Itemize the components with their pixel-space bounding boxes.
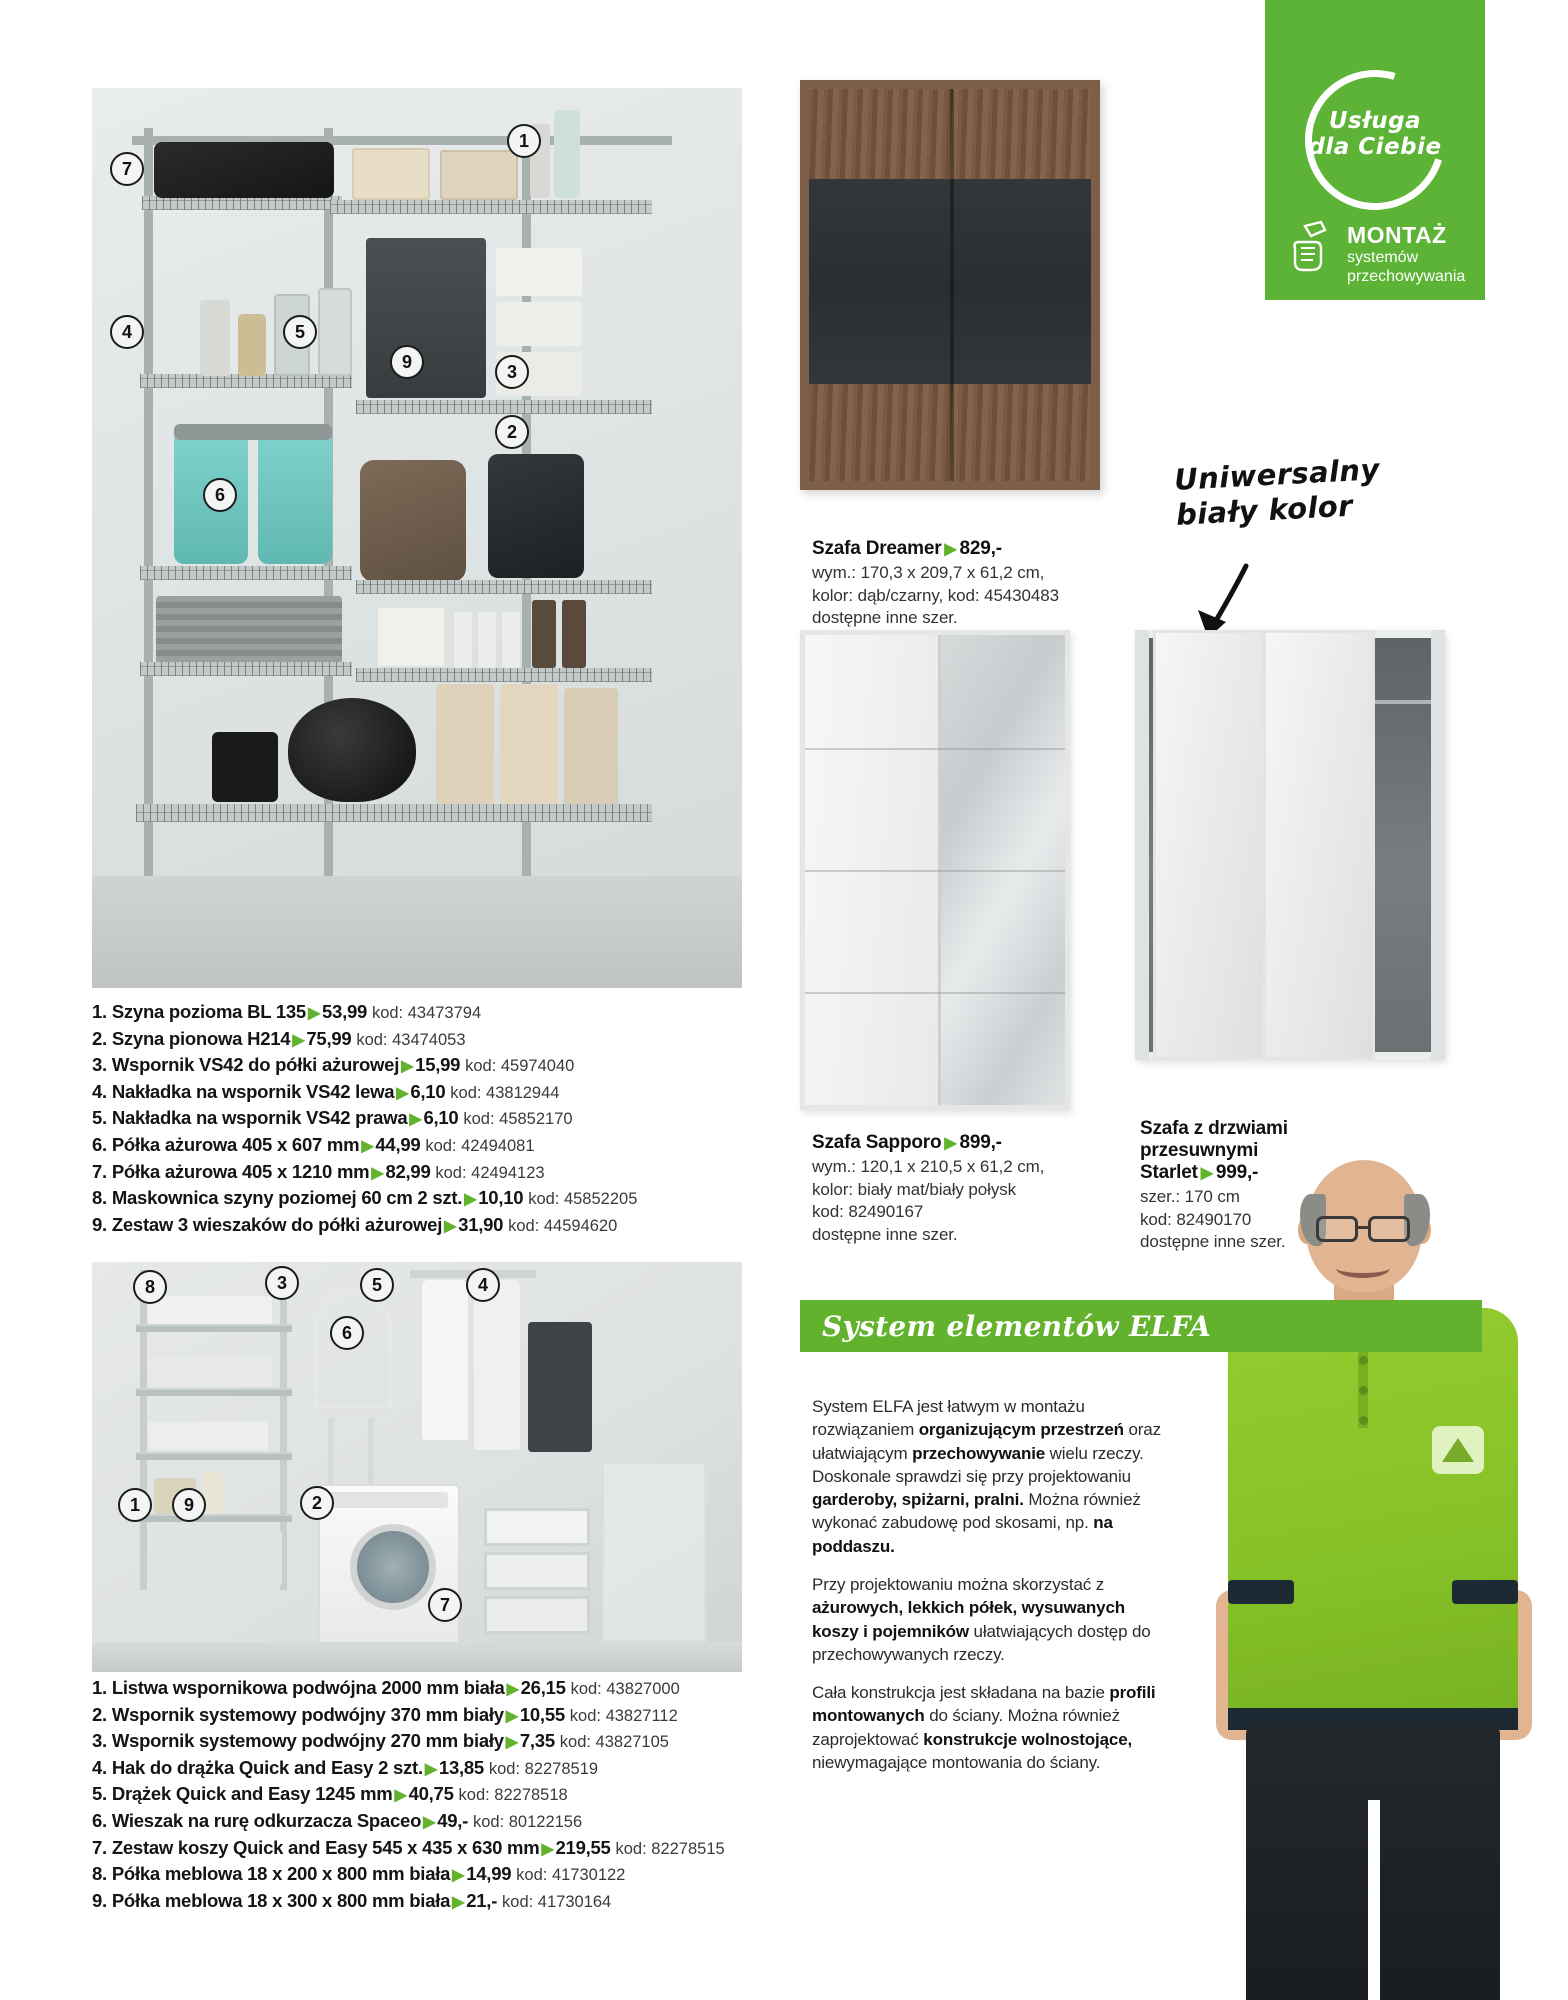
- product-name-line3-text: Starlet: [1140, 1162, 1198, 1183]
- desc-line-3: dostępne inne szer.: [812, 608, 958, 628]
- item-price: 26,15: [520, 1677, 566, 1698]
- badge-subtitle: [1347, 248, 1497, 286]
- product-sapporo: [812, 1132, 1142, 1246]
- price-arrow-icon: ▶: [464, 1191, 477, 1209]
- callout-2: 2: [300, 1486, 334, 1520]
- price-arrow-icon: ▶: [541, 1840, 554, 1858]
- glasses-icon: [1316, 1216, 1358, 1242]
- employee-cuff-right: [1452, 1580, 1518, 1604]
- price-arrow-icon: ▶: [371, 1164, 384, 1182]
- item-price: 75,99: [306, 1027, 352, 1049]
- item-code: kod: 82278515: [615, 1839, 725, 1858]
- list-item: [92, 1889, 725, 1916]
- item-code: kod: 43827105: [559, 1733, 669, 1752]
- item-number: 4.: [92, 1080, 107, 1102]
- callout-1: 1: [118, 1488, 152, 1522]
- price-arrow-icon: ▶: [506, 1681, 519, 1698]
- wardrobe-sapporo-image: [800, 630, 1070, 1110]
- badge-ring-text: [1265, 108, 1485, 161]
- elfa-p1-c: oraz ułatwiającym: [812, 1420, 1161, 1463]
- item-price: 15,99: [415, 1054, 461, 1076]
- price-arrow-icon: ▶: [505, 1734, 518, 1752]
- list-item: [92, 1186, 637, 1213]
- price-arrow-icon: ▶: [452, 1893, 465, 1911]
- item-price: 53,99: [322, 1001, 368, 1022]
- elfa-p2-b: Można również wykonać zabudowę pod skosami, np.: [812, 1490, 1141, 1533]
- product-name-line1: Szafa z drzwiami: [1140, 1118, 1288, 1139]
- item-code: kod: 43474053: [356, 1030, 466, 1049]
- employee-cuff-left: [1228, 1580, 1294, 1604]
- employee-leg-gap: [1368, 1800, 1380, 2000]
- callout-9: 9: [390, 345, 424, 379]
- item-number: 2.: [92, 1703, 107, 1725]
- item-number: 8.: [92, 1863, 107, 1885]
- employee-smile: [1336, 1258, 1390, 1278]
- wardrobe-door-middle: [1263, 630, 1375, 1060]
- callout-5: 5: [360, 1268, 394, 1302]
- item-name: Wspornik systemowy podwójny 270 mm biały: [111, 1730, 504, 1752]
- item-name: Szyna pozioma BL 135: [111, 1001, 306, 1022]
- elfa-p1-b: rozwiązaniem: [812, 1420, 919, 1440]
- item-number: 5.: [92, 1107, 107, 1129]
- item-code: kod: 45852170: [463, 1110, 573, 1129]
- product-name-line2: przesuwnymi: [1140, 1140, 1259, 1161]
- glasses-lens-right: [1368, 1216, 1410, 1242]
- product-price: 999,-: [1215, 1162, 1259, 1183]
- item-number: 7.: [92, 1836, 107, 1858]
- elfa-description: [812, 1395, 1162, 1789]
- price-arrow-icon: ▶: [944, 1135, 957, 1152]
- callout-8: 8: [133, 1270, 167, 1304]
- item-name: Nakładka na wspornik VS42 lewa: [111, 1080, 395, 1102]
- price-arrow-icon: ▶: [307, 1005, 321, 1022]
- item-code: kod: 43827112: [569, 1706, 678, 1725]
- item-price: 7,35: [519, 1730, 555, 1752]
- list-item: [92, 1000, 637, 1027]
- item-code: kod: 41730122: [516, 1866, 626, 1885]
- price-arrow-icon: ▶: [292, 1031, 305, 1049]
- item-name: Zestaw koszy Quick and Easy 545 x 435 x 630 mm: [111, 1836, 540, 1858]
- item-number: 1.: [92, 1677, 107, 1698]
- item-name: Wspornik systemowy podwójny 370 mm biały: [111, 1703, 504, 1725]
- price-arrow-icon: ▶: [452, 1867, 465, 1885]
- callout-3: 3: [495, 355, 529, 389]
- elfa-section-banner: [800, 1300, 1482, 1352]
- list-item: [92, 1106, 637, 1133]
- price-arrow-icon: ▶: [396, 1084, 409, 1102]
- elfa-p3-bold1: ażurowych, lekkich półek, wysuwanych koszy i pojemników: [812, 1598, 1125, 1641]
- product-description: [812, 1156, 1142, 1246]
- elfa-quick-and-easy-price-list: [92, 1676, 725, 1915]
- elfa-p2-bold1: garderoby, spiżarni, pralni.: [812, 1490, 1024, 1510]
- desc-line-1: wym.: 120,1 x 210,5 x 61,2 cm,: [812, 1157, 1045, 1176]
- product-name: Szafa Dreamer: [812, 538, 942, 559]
- item-code: kod: 44594620: [508, 1216, 618, 1235]
- price-arrow-icon: ▶: [424, 1760, 437, 1778]
- wardrobe-door-split: [950, 89, 954, 481]
- product-dreamer: [812, 538, 1142, 630]
- price-arrow-icon: ▶: [444, 1217, 457, 1235]
- item-price: 6,10: [423, 1107, 459, 1129]
- item-code: kod: 45974040: [465, 1057, 575, 1076]
- item-number: 6.: [92, 1809, 107, 1831]
- item-number: 2.: [92, 1027, 107, 1049]
- item-name: Półka ażurowa 405 x 607 mm: [111, 1133, 360, 1155]
- item-number: 9.: [92, 1889, 107, 1911]
- elfa-paragraph-3: [812, 1573, 1162, 1666]
- item-number: 5.: [92, 1783, 107, 1805]
- elfa-p4-c: niewymagające montowania do ściany.: [812, 1752, 1101, 1772]
- item-number: 9.: [92, 1213, 107, 1235]
- shelving-system-photo: [92, 88, 742, 988]
- elfa-paragraph-1: [812, 1395, 1162, 1558]
- item-name: Maskownica szyny poziomej 60 cm 2 szt.: [111, 1187, 463, 1209]
- elfa-p3-a: Przy projektowaniu można skorzystać z: [812, 1574, 1105, 1594]
- list-item: [92, 1703, 725, 1730]
- list-item: [92, 1809, 725, 1836]
- wardrobe-door-left: [1153, 630, 1265, 1060]
- product-price: 829,-: [959, 538, 1002, 559]
- elfa-p1-a: System ELFA jest łatwym w montażu: [812, 1397, 1085, 1416]
- desc-line-2: kolor: dąb/czarny, kod: 45430483: [812, 585, 1059, 605]
- handnote-line1: Uniwersalny: [1173, 452, 1381, 497]
- item-price: 31,90: [458, 1213, 504, 1235]
- desc-line-4: dostępne inne szer.: [812, 1224, 958, 1244]
- item-name: Wspornik VS42 do półki ażurowej: [111, 1054, 400, 1076]
- item-price: 10,10: [478, 1187, 524, 1209]
- desc-line-1: wym.: 170,3 x 209,7 x 61,2 cm,: [812, 563, 1045, 582]
- item-number: 3.: [92, 1054, 107, 1076]
- callout-6: 6: [203, 478, 237, 512]
- list-item: [92, 1027, 637, 1054]
- list-item: [92, 1133, 637, 1160]
- elfa-paragraph-4: [812, 1681, 1162, 1774]
- product-price: 899,-: [959, 1132, 1002, 1153]
- price-arrow-icon: ▶: [505, 1707, 518, 1725]
- item-code: kod: 41730164: [502, 1892, 612, 1911]
- elfa-p2-bold2: na poddaszu.: [812, 1513, 1113, 1556]
- item-price: 13,85: [438, 1756, 484, 1778]
- list-item: [92, 1756, 725, 1783]
- item-number: 4.: [92, 1756, 107, 1778]
- item-price: 49,-: [437, 1809, 469, 1831]
- price-arrow-icon: ▶: [401, 1058, 414, 1076]
- elfa-p4-a: Cała konstrukcja jest składana na bazie: [812, 1683, 1110, 1703]
- item-code: kod: 43827000: [570, 1680, 680, 1698]
- price-arrow-icon: ▶: [944, 541, 957, 558]
- elfa-p2-a: Doskonale sprawdzi się przy projektowaniu: [812, 1466, 1131, 1486]
- item-code: kod: 45852205: [528, 1190, 638, 1209]
- item-number: 8.: [92, 1187, 107, 1209]
- callout-2: 2: [495, 415, 529, 449]
- item-code: kod: 42494123: [435, 1163, 545, 1182]
- item-number: 6.: [92, 1133, 107, 1155]
- callout-4: 4: [466, 1268, 500, 1302]
- list-item: [92, 1676, 725, 1703]
- elfa-p4-bold2: konstrukcje wolnostojące,: [923, 1729, 1133, 1749]
- callout-5: 5: [283, 315, 317, 349]
- desc-line-3: dostępne inne szer.: [1140, 1232, 1286, 1252]
- list-item: [92, 1729, 725, 1756]
- desc-line-1: szer.: 170 cm: [1140, 1187, 1240, 1206]
- product-name-row: [812, 538, 1142, 560]
- item-price: 10,55: [519, 1703, 565, 1725]
- badge-sub-line1: systemów: [1347, 249, 1419, 266]
- badge-ring-line2: dla Ciebie: [1308, 134, 1442, 161]
- list-item: [92, 1836, 725, 1863]
- item-code: kod: 42494081: [425, 1136, 535, 1155]
- callout-7: 7: [428, 1588, 462, 1622]
- item-name: Drążek Quick and Easy 1245 mm: [111, 1783, 393, 1805]
- callout-3: 3: [265, 1266, 299, 1300]
- list-item: [92, 1782, 725, 1809]
- badge-ring-line1: Usługa: [1328, 108, 1422, 134]
- list-item: [92, 1053, 637, 1080]
- item-code: kod: 43473794: [371, 1004, 482, 1022]
- callout-7: 7: [110, 152, 144, 186]
- price-arrow-icon: ▶: [361, 1137, 374, 1155]
- employee-shirt-logo: [1432, 1426, 1484, 1474]
- item-code: kod: 43812944: [450, 1083, 560, 1102]
- item-name: Półka meblowa 18 x 300 x 800 mm biała: [111, 1889, 451, 1911]
- elfa-p1-d: wielu rzeczy.: [1045, 1443, 1144, 1463]
- price-arrow-icon: ▶: [409, 1111, 422, 1129]
- item-code: kod: 82278518: [458, 1786, 568, 1805]
- item-number: 1.: [92, 1001, 107, 1022]
- product-name-row: [812, 1132, 1142, 1154]
- desc-line-2: kolor: biały mat/biały połysk: [812, 1179, 1017, 1199]
- desc-line-3: kod: 82490167: [812, 1202, 924, 1222]
- callout-6: 6: [330, 1316, 364, 1350]
- item-name: Półka meblowa 18 x 200 x 800 mm biała: [111, 1863, 451, 1885]
- price-arrow-icon: ▶: [1200, 1165, 1213, 1182]
- hand-with-tool-icon: [1287, 218, 1345, 276]
- elfa-p1-bold2: przechowywanie: [912, 1443, 1046, 1463]
- item-name: Wieszak na rurę odkurzacza Spaceo: [111, 1809, 422, 1831]
- elfa-p3-b: ułatwiających dostęp do przechowywanych rzeczy.: [812, 1621, 1151, 1664]
- callout-1: 1: [507, 124, 541, 158]
- price-arrow-icon: ▶: [423, 1813, 436, 1831]
- item-price: 44,99: [375, 1133, 421, 1155]
- item-name: Nakładka na wspornik VS42 prawa: [111, 1107, 408, 1129]
- laundry-room-photo: [92, 1262, 742, 1672]
- handnote-line2: biały kolor: [1175, 488, 1354, 533]
- callout-4: 4: [110, 315, 144, 349]
- product-name: Szafa Sapporo: [812, 1132, 942, 1153]
- list-item: [92, 1160, 637, 1187]
- item-name: Półka ażurowa 405 x 1210 mm: [111, 1160, 370, 1182]
- list-item: [92, 1080, 637, 1107]
- item-name: Szyna pionowa H214: [111, 1027, 291, 1049]
- list-item: [92, 1862, 725, 1889]
- item-name: Hak do drążka Quick and Easy 2 szt.: [111, 1756, 423, 1778]
- item-price: 82,99: [385, 1160, 431, 1182]
- item-number: 7.: [92, 1160, 107, 1182]
- wardrobe-starlet-image: [1135, 630, 1445, 1060]
- item-code: kod: 80122156: [472, 1812, 583, 1831]
- item-price: 14,99: [466, 1863, 512, 1885]
- item-price: 40,75: [408, 1783, 454, 1805]
- item-code: kod: 82278519: [488, 1759, 599, 1778]
- item-price: 6,10: [410, 1080, 446, 1102]
- badge-sub-line2: przechowywania: [1347, 268, 1466, 286]
- item-name: Listwa wspornikowa podwójna 2000 mm biała: [111, 1677, 505, 1698]
- service-badge: [1265, 0, 1485, 300]
- elfa-p4-b: do ściany. Można również zaprojektować: [812, 1706, 1120, 1749]
- item-price: 21,-: [466, 1889, 498, 1911]
- badge-montaz-label: MONTAŻ: [1347, 222, 1447, 248]
- product-description: [812, 562, 1142, 630]
- store-employee-photo: [1210, 1160, 1540, 2000]
- wardrobe-dreamer-image: [800, 80, 1100, 490]
- employee-polo-shirt: [1228, 1308, 1518, 1728]
- item-name: Zestaw 3 wieszaków do półki ażurowej: [111, 1213, 443, 1235]
- list-item: [92, 1213, 637, 1240]
- elfa-vs42-price-list: [92, 1000, 637, 1239]
- price-arrow-icon: ▶: [394, 1787, 407, 1805]
- glasses-bridge: [1358, 1226, 1370, 1229]
- elfa-p1-bold1: organizującym przestrzeń: [918, 1420, 1124, 1440]
- callout-9: 9: [172, 1488, 206, 1522]
- elfa-banner-title: System elementów ELFA: [822, 1310, 1212, 1343]
- handwritten-note: [1173, 447, 1476, 533]
- item-price: 219,55: [555, 1836, 611, 1858]
- desc-line-2: kod: 82490170: [1140, 1209, 1252, 1229]
- elfa-p4-bold1: profili montowanych: [812, 1683, 1156, 1726]
- item-number: 3.: [92, 1730, 107, 1752]
